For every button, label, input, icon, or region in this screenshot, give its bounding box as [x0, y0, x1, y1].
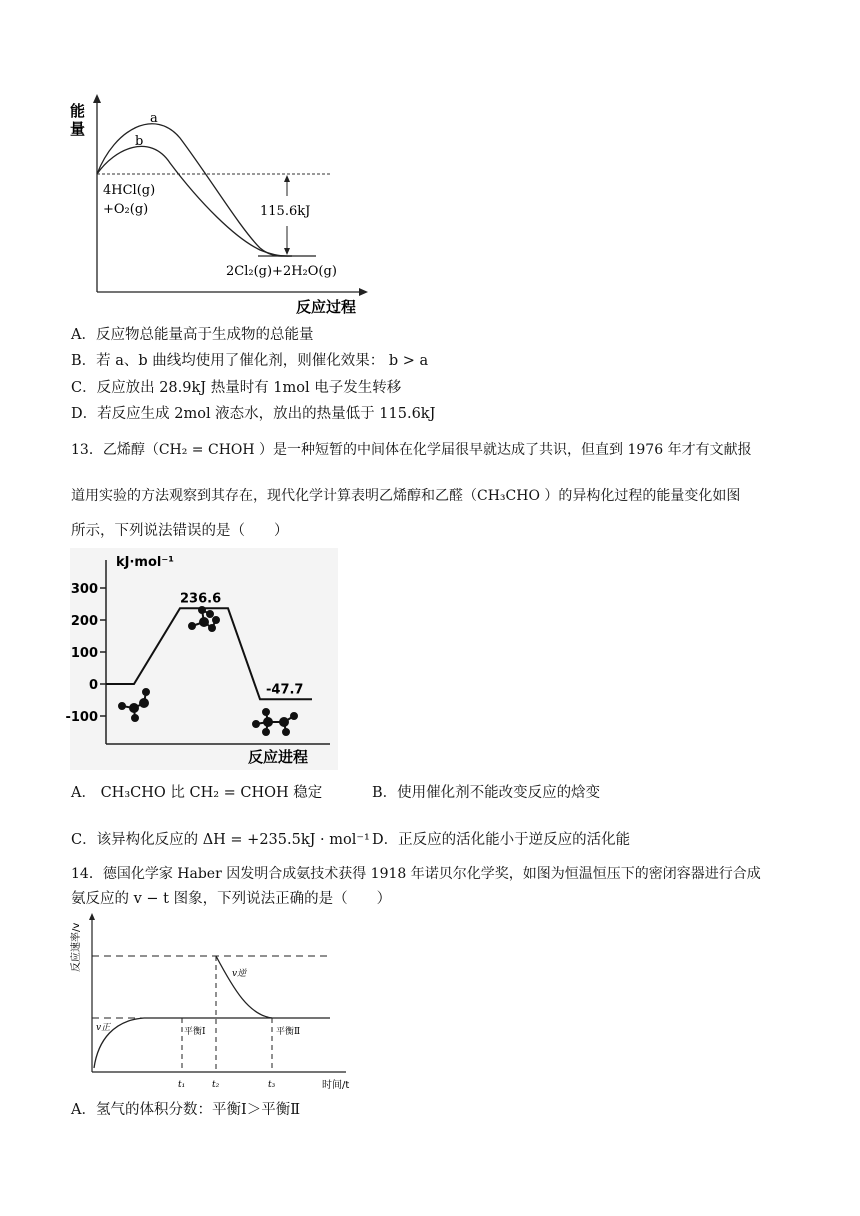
q13-option-d: D．正反应的活化能小于逆反应的活化能: [372, 832, 631, 848]
delta-arrowhead-down: [284, 248, 290, 255]
q12-option-d: D．若反应生成 2mol 液态水，放出的热量低于 115.6kJ: [71, 406, 436, 422]
y-tick-label: 200: [70, 614, 98, 629]
curve-b-label: b: [135, 134, 144, 149]
product-label: 2Cl₂(g)+2H₂O(g): [226, 264, 337, 279]
q13-option-b: B．使用催化剂不能改变反应的焓变: [372, 785, 601, 801]
end-value-label: -47.7: [266, 682, 304, 698]
y-axis-arrow: [93, 94, 101, 103]
vt-t1-label: t₁: [178, 1080, 186, 1090]
y-label-top: 能: [70, 102, 86, 120]
q13-stem-line3: 所示，下列说法错误的是（ ）: [71, 523, 289, 539]
vt-y-label: 反应速率/v: [71, 922, 82, 972]
vt-decay-curve: [216, 956, 272, 1018]
molecule-vinyl-alcohol-icon: [119, 689, 149, 721]
vt-t3-label: t₃: [268, 1080, 276, 1090]
q13-option-c: C．该异构化反应的 ΔH = +235.5kJ · mol⁻¹: [71, 832, 370, 848]
q13-stem-line1: 13．乙烯醇（CH₂ = CHOH ）是一种短暂的中间体在化学届很早就达成了共识，但直到 1976 年才有文献报: [71, 442, 752, 458]
chart-x-label: 反应进程: [248, 748, 309, 766]
y-tick-label: -100: [65, 710, 98, 725]
y-tick-label: 0: [88, 678, 98, 693]
peak-value-label: 236.6: [180, 591, 222, 607]
q14-option-a: A．氢气的体积分数：平衡Ⅰ＞平衡Ⅱ: [71, 1102, 301, 1118]
q12-option-c: C．反应放出 28.9kJ 热量时有 1mol 电子发生转移: [71, 380, 402, 396]
q13-option-a: A． CH₃CHO 比 CH₂ = CHOH 稳定: [71, 785, 323, 801]
molecule-acetaldehyde-icon: [253, 709, 297, 735]
q12-option-b: B．若 a、b 曲线均使用了催化剂，则催化效果： b > a: [71, 353, 429, 369]
molecule-transition-state-icon: [189, 607, 219, 631]
energy-diagram-hcl: [60, 88, 380, 318]
vt-v-reverse-label: v逆: [232, 969, 247, 979]
vt-y-axis-arrow: [89, 913, 95, 920]
reactant-label-1: 4HCl(g): [103, 183, 156, 198]
y-tick-label: 100: [70, 646, 98, 661]
vt-eq1-label: 平衡Ⅰ: [184, 1027, 206, 1037]
q14-stem-line1: 14．德国化学家 Haber 因发明合成氨技术获得 1918 年诺贝尔化学奖，如图为恒温恒压下的密闭容器进行合成: [71, 866, 761, 882]
rate-time-diagram: [64, 910, 354, 1092]
vt-v-forward-label: v正: [96, 1023, 111, 1033]
vt-x-label: 时间/t: [322, 1080, 350, 1091]
q12-option-a: A．反应物总能量高于生成物的总能量: [71, 327, 314, 343]
isomerization-energy-chart: [65, 548, 338, 770]
y-label-bottom: 量: [70, 120, 86, 138]
curve-a-label: a: [150, 111, 158, 126]
vt-t2-label: t₂: [212, 1080, 220, 1090]
delta-arrowhead-up: [284, 175, 290, 182]
q14-stem-line2: 氨反应的 v − t 图象，下列说法正确的是（ ）: [71, 891, 392, 907]
y-tick-label: 300: [70, 582, 98, 597]
q13-stem-line2: 道用实验的方法观察到其存在，现代化学计算表明乙烯醇和乙醛（CH₃CHO ）的异构化过程的能量变化如图: [71, 488, 741, 504]
x-label: 反应过程: [296, 298, 357, 316]
chart-unit-label: kJ·mol⁻¹: [116, 555, 174, 570]
x-axis-arrow: [359, 288, 368, 296]
vt-eq2-label: 平衡Ⅱ: [276, 1027, 301, 1037]
reactant-label-2: +O₂(g): [103, 202, 149, 217]
delta-label: 115.6kJ: [260, 204, 311, 219]
